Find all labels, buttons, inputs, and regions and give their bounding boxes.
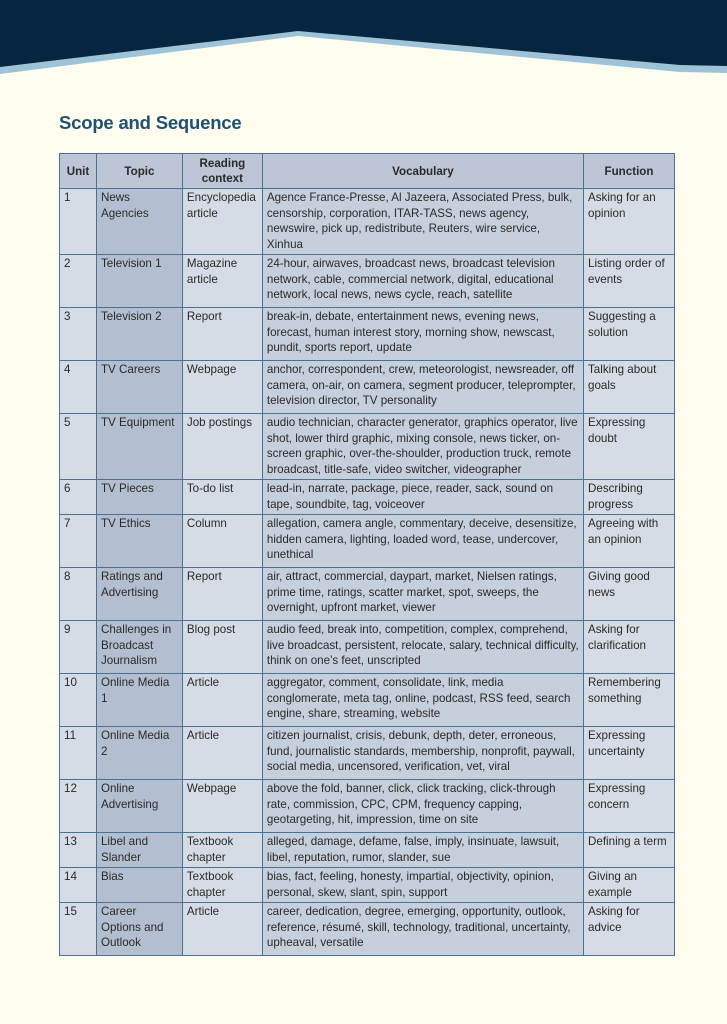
ctx-cell: Article <box>182 727 262 780</box>
topic-cell: Online Media 1 <box>96 674 182 727</box>
ctx-cell: Job postings <box>182 414 262 480</box>
topic-cell: Bias <box>96 868 182 903</box>
header-function: Function <box>584 154 675 189</box>
vocab-cell: bias, fact, feeling, honesty, impartial, objectivity, opinion, personal, skew, slant, spin, support <box>262 868 583 903</box>
vocab-cell: alleged, damage, defame, false, imply, insinuate, lawsuit, libel, reputation, rumor, slander, sue <box>262 833 583 868</box>
unit-cell: 9 <box>60 621 97 674</box>
unit-cell: 15 <box>60 903 97 956</box>
table-row <box>60 515 675 568</box>
vocab-cell: aggregator, comment, consolidate, link, media conglomerate, meta tag, online, podcast, RSS feed, search engine, share, streaming, website <box>262 674 583 727</box>
topic-cell: Challenges in Broadcast Journalism <box>96 621 182 674</box>
header-banner <box>0 0 727 80</box>
unit-cell: 7 <box>60 515 97 568</box>
table-header-row <box>60 154 675 189</box>
header-reading-context: Reading context <box>182 154 262 189</box>
table-row <box>60 903 675 956</box>
unit-cell: 14 <box>60 868 97 903</box>
table-row <box>60 255 675 308</box>
unit-cell: 12 <box>60 780 97 833</box>
unit-cell: 13 <box>60 833 97 868</box>
header-vocabulary: Vocabulary <box>262 154 583 189</box>
table-row <box>60 361 675 414</box>
vocab-cell: anchor, correspondent, crew, meteorologist, newsreader, off camera, on-air, on camera, segment producer, teleprompter, television director, TV personality <box>262 361 583 414</box>
ctx-cell: Textbook chapter <box>182 833 262 868</box>
func-cell: Asking for clarification <box>584 621 675 674</box>
vocab-cell: air, attract, commercial, daypart, market, Nielsen ratings, prime time, ratings, scatter market, spot, sweeps, the overnight, upfront market, viewer <box>262 568 583 621</box>
scope-and-sequence-table <box>59 153 675 956</box>
table-row <box>60 833 675 868</box>
topic-cell: Television 2 <box>96 308 182 361</box>
table-row <box>60 480 675 515</box>
vocab-cell: 24-hour, airwaves, broadcast news, broadcast television network, cable, commercial network, digital, educational network, local news, news cycle, reach, satellite <box>262 255 583 308</box>
header-unit: Unit <box>60 154 97 189</box>
vocab-cell: Agence France-Presse, Al Jazeera, Associated Press, bulk, censorship, corporation, ITAR-TASS, news agency, newswire, pick up, redistribute, Reuters, wire service, Xinhua <box>262 189 583 255</box>
table-row <box>60 780 675 833</box>
topic-cell: Television 1 <box>96 255 182 308</box>
table-row <box>60 674 675 727</box>
func-cell: Expressing uncertainty <box>584 727 675 780</box>
func-cell: Describing progress <box>584 480 675 515</box>
topic-cell: News Agencies <box>96 189 182 255</box>
func-cell: Giving good news <box>584 568 675 621</box>
ctx-cell: To-do list <box>182 480 262 515</box>
table-row <box>60 189 675 255</box>
table-row <box>60 308 675 361</box>
ctx-cell: Magazine article <box>182 255 262 308</box>
vocab-cell: audio technician, character generator, graphics operator, live shot, lower third graphic, mixing console, news ticker, on-screen graphic, over-the-shoulder, production truck, remote broadcast, title-safe, video switcher, videographer <box>262 414 583 480</box>
topic-cell: Online Media 2 <box>96 727 182 780</box>
page-title: Scope and Sequence <box>59 112 242 133</box>
func-cell: Listing order of events <box>584 255 675 308</box>
topic-cell: TV Pieces <box>96 480 182 515</box>
func-cell: Agreeing with an opinion <box>584 515 675 568</box>
ctx-cell: Report <box>182 308 262 361</box>
unit-cell: 8 <box>60 568 97 621</box>
func-cell: Giving an example <box>584 868 675 903</box>
topic-cell: Ratings and Advertising <box>96 568 182 621</box>
func-cell: Asking for advice <box>584 903 675 956</box>
ctx-cell: Webpage <box>182 361 262 414</box>
ctx-cell: Textbook chapter <box>182 868 262 903</box>
func-cell: Talking about goals <box>584 361 675 414</box>
unit-cell: 3 <box>60 308 97 361</box>
ctx-cell: Encyclopedia article <box>182 189 262 255</box>
vocab-cell: career, dedication, degree, emerging, opportunity, outlook, reference, résumé, skill, technology, traditional, uncertainty, upheaval, versatile <box>262 903 583 956</box>
unit-cell: 2 <box>60 255 97 308</box>
ctx-cell: Article <box>182 903 262 956</box>
topic-cell: Online Advertising <box>96 780 182 833</box>
table-row <box>60 727 675 780</box>
vocab-cell: audio feed, break into, competition, complex, comprehend, live broadcast, persistent, relocate, salary, technical difficulty, think on one’s feet, unscripted <box>262 621 583 674</box>
vocab-cell: above the fold, banner, click, click tracking, click-through rate, commission, CPC, CPM, frequency capping, geotargeting, hit, impression, time on site <box>262 780 583 833</box>
topic-cell: Libel and Slander <box>96 833 182 868</box>
unit-cell: 11 <box>60 727 97 780</box>
vocab-cell: allegation, camera angle, commentary, deceive, desensitize, hidden camera, lighting, loaded word, tease, undercover, unethical <box>262 515 583 568</box>
vocab-cell: citizen journalist, crisis, debunk, depth, deter, erroneous, fund, journalistic standards, membership, nonprofit, paywall, social media, uncensored, verification, vet, viral <box>262 727 583 780</box>
table-row <box>60 621 675 674</box>
topic-cell: TV Ethics <box>96 515 182 568</box>
vocab-cell: break-in, debate, entertainment news, evening news, forecast, human interest story, morning show, newscast, pundit, sports report, update <box>262 308 583 361</box>
ctx-cell: Column <box>182 515 262 568</box>
ctx-cell: Blog post <box>182 621 262 674</box>
vocab-cell: lead-in, narrate, package, piece, reader, sack, sound on tape, soundbite, tag, voiceover <box>262 480 583 515</box>
unit-cell: 1 <box>60 189 97 255</box>
topic-cell: TV Careers <box>96 361 182 414</box>
func-cell: Remembering something <box>584 674 675 727</box>
func-cell: Defining a term <box>584 833 675 868</box>
func-cell: Asking for an opinion <box>584 189 675 255</box>
func-cell: Expressing concern <box>584 780 675 833</box>
table-row <box>60 868 675 903</box>
func-cell: Suggesting a solution <box>584 308 675 361</box>
ctx-cell: Report <box>182 568 262 621</box>
unit-cell: 4 <box>60 361 97 414</box>
ctx-cell: Webpage <box>182 780 262 833</box>
unit-cell: 10 <box>60 674 97 727</box>
table-row <box>60 568 675 621</box>
ctx-cell: Article <box>182 674 262 727</box>
func-cell: Expressing doubt <box>584 414 675 480</box>
topic-cell: Career Options and Outlook <box>96 903 182 956</box>
header-topic: Topic <box>96 154 182 189</box>
unit-cell: 6 <box>60 480 97 515</box>
topic-cell: TV Equipment <box>96 414 182 480</box>
unit-cell: 5 <box>60 414 97 480</box>
table-row <box>60 414 675 480</box>
